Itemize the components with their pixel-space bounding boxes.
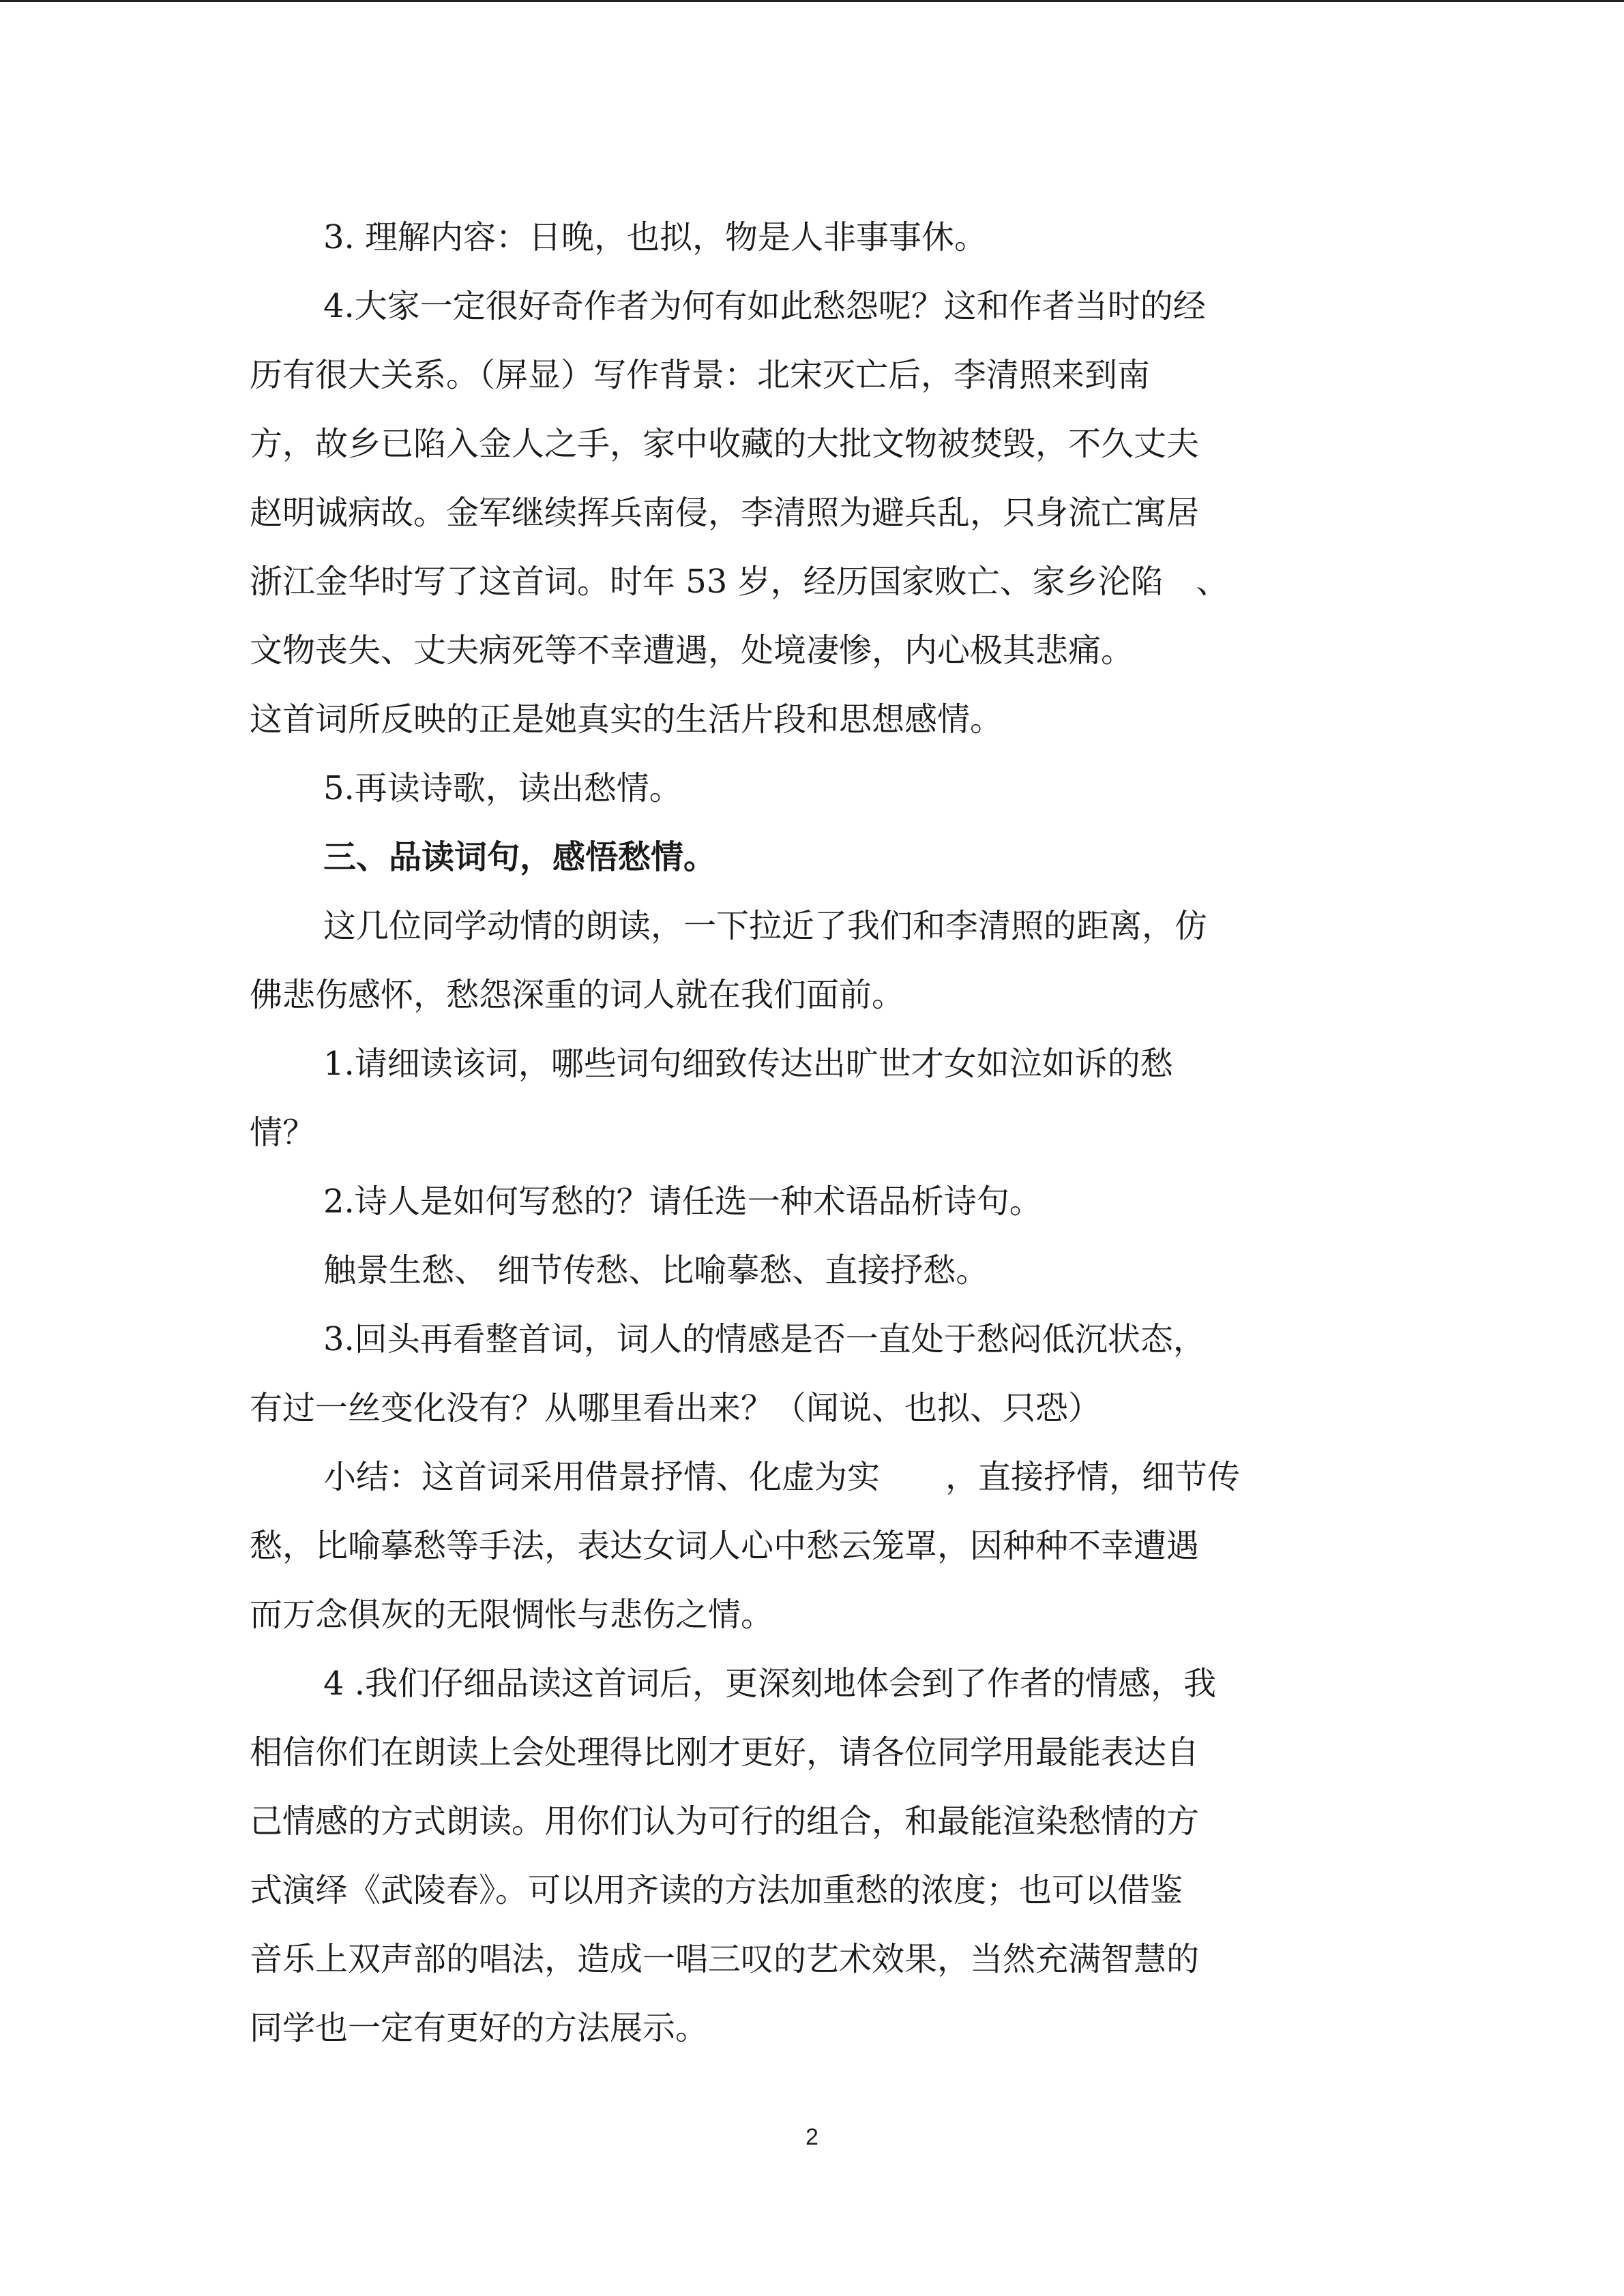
text-line: 这首词所反映的正是她真实的生活片段和思想感情。 xyxy=(250,700,1003,739)
text-line: 方，故乡已陷入金人之手，家中收藏的大批文物被焚毁，不久丈夫 xyxy=(250,425,1200,463)
text-line: 愁，比喻摹愁等手法，表达女词人心中愁云笼罩，因种种不幸遭遇 xyxy=(250,1527,1200,1565)
text-line: 同学也一定有更好的方法展示。 xyxy=(250,2009,709,2047)
page-number: 2 xyxy=(806,2124,818,2150)
text-line: 佛悲伤感怀，愁怨深重的词人就在我们面前。 xyxy=(250,976,905,1014)
text-line: 情？ xyxy=(250,1114,316,1152)
text-line: 4 .我们仔细品读这首词后，更深刻地体会到了作者的情感，我 xyxy=(323,1665,1217,1703)
text-line: 4.大家一定很好奇作者为何有如此愁怨呢？这和作者当时的经 xyxy=(323,287,1206,325)
text-line: 5.再读诗歌，读出愁情。 xyxy=(323,769,682,807)
text-line: 相信你们在朗读上会处理得比刚才更好，请各位同学用最能表达自 xyxy=(250,1733,1200,1772)
text-line: 这几位同学动情的朗读，一下拉近了我们和李清照的距离，仿 xyxy=(323,907,1208,945)
text-line: 3.回头再看整首词，词人的情感是否一直处于愁闷低沉状态， xyxy=(323,1320,1206,1358)
text-line: 历有很大关系。（屏显）写作背景：北宋灭亡后，李清照来到南 xyxy=(250,356,1151,394)
document-body xyxy=(250,203,1382,2063)
text-line: 而万念俱灰的无限惆怅与悲伤之情。 xyxy=(250,1596,774,1634)
text-line: 2.诗人是如何写愁的？请任选一种术语品析诗句。 xyxy=(323,1182,1042,1221)
text-line: 浙江金华时写了这首词。时年 53 岁，经历国家败亡、家乡沦陷 、 xyxy=(250,563,1229,601)
text-line: 己情感的方式朗读。用你们认为可行的组合，和最能渲染愁情的方 xyxy=(250,1802,1200,1840)
section-heading: 三、品读词句，感悟愁情。 xyxy=(323,838,717,876)
text-line: 赵明诚病故。金军继续挥兵南侵，李清照为避兵乱，只身流亡寓居 xyxy=(250,494,1200,532)
text-line: 1.请细读该词，哪些词句细致传达出旷世才女如泣如诉的愁 xyxy=(323,1045,1173,1083)
text-line: 有过一丝变化没有？从哪里看出来？（闻说、也拟、只恐） xyxy=(250,1389,1102,1427)
text-line: 文物丧失、丈夫病死等不幸遭遇，处境凄惨，内心极其悲痛。 xyxy=(250,631,1134,670)
text-line: 触景生愁、 细节传愁、比喻摹愁、直接抒愁。 xyxy=(323,1251,989,1289)
text-line: 式演绎《武陵春》。可以用齐读的方法加重愁的浓度；也可以借鉴 xyxy=(250,1871,1183,1909)
text-line: 音乐上双声部的唱法，造成一唱三叹的艺术效果，当然充满智慧的 xyxy=(250,1940,1200,1978)
text-line: 小结：这首词采用借景抒情、化虚为实 ，直接抒情，细节传 xyxy=(323,1458,1241,1496)
text-line: 3. 理解内容：日晚，也拟，物是人非事事休。 xyxy=(323,218,988,256)
top-border xyxy=(0,0,1624,2)
